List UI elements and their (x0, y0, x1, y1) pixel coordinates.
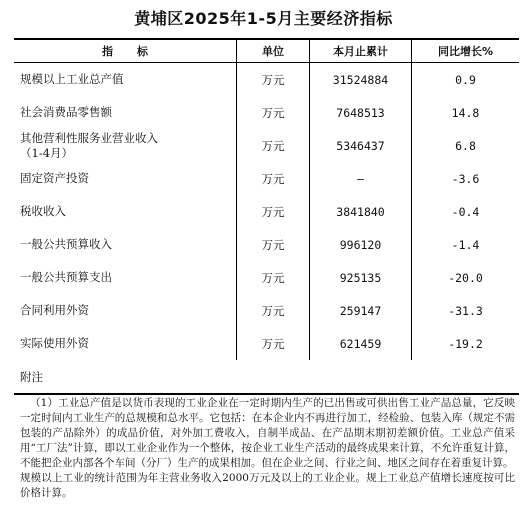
table-row (14, 63, 519, 97)
indicator-table (14, 38, 519, 395)
cell-growth: 0.9 (412, 63, 520, 97)
cell-value: 621459 (310, 327, 412, 360)
cell-growth: 14.8 (412, 96, 520, 129)
indicator-sublabel: （1-4月） (20, 145, 74, 160)
table-row (14, 261, 519, 294)
cell-value: 7648513 (310, 96, 412, 129)
cell-growth: 6.8 (412, 129, 520, 162)
table-header-row (14, 39, 519, 63)
indicator-label: 社会消费品零售额 (20, 105, 112, 119)
footnote-2: 规模以上工业的统计范围为年主营业务收入2000万元及以上的工业企业。规上工业总产值增长速度按可比价格计算。 (20, 472, 515, 499)
cell-unit: 万元 (237, 261, 310, 294)
header-indicator: 指标 (14, 39, 237, 63)
cell-value: — (310, 162, 412, 195)
cell-unit: 万元 (237, 129, 310, 162)
cell-growth: -19.2 (412, 327, 520, 360)
table-row (14, 162, 519, 195)
header-value: 本月止累计 (310, 39, 412, 63)
cell-value: 3841840 (310, 195, 412, 228)
indicator-label: 合同利用外资 (20, 303, 89, 317)
cell-indicator (14, 294, 237, 327)
table-row (14, 195, 519, 228)
cell-indicator (14, 228, 237, 261)
indicator-label: 一般公共预算支出 (20, 270, 112, 284)
cell-unit: 万元 (237, 294, 310, 327)
cell-unit: 万元 (237, 195, 310, 228)
indicator-label: 规模以上工业总产值 (20, 72, 124, 86)
table-row (14, 294, 519, 327)
indicator-label: 税收收入 (20, 204, 66, 218)
cell-value: 5346437 (310, 129, 412, 162)
cell-value: 31524884 (310, 63, 412, 97)
cell-indicator (14, 96, 237, 129)
footnotes (20, 396, 515, 501)
cell-unit: 万元 (237, 63, 310, 97)
cell-indicator (14, 63, 237, 97)
indicator-label: 实际使用外资 (20, 336, 89, 350)
table-row (14, 327, 519, 360)
cell-indicator (14, 129, 237, 162)
indicator-label: 一般公共预算收入 (20, 237, 112, 251)
cell-indicator (14, 162, 237, 195)
cell-value: 259147 (310, 294, 412, 327)
cell-value: 925135 (310, 261, 412, 294)
header-unit: 单位 (237, 39, 310, 63)
page-title: 黄埔区2025年1-5月主要经济指标 (134, 9, 393, 28)
cell-indicator (14, 195, 237, 228)
cell-growth: -1.4 (412, 228, 520, 261)
table-row (14, 96, 519, 129)
table-row (14, 129, 519, 162)
indicator-label: 其他营利性服务业营业收入 (20, 130, 158, 145)
appendix-row (14, 360, 519, 394)
footnote-1: （1）工业总产值是以货币表现的工业企业在一定时期内生产的已出售或可供出售工业产品总量，它反映一定时间内工业生产的总规模和总水平。它包括：在本企业内不再进行加工，经检验、包装入库（规定不需包装的产品除外）的成品价值，对外加工费收入，自制半成品、在产品期末期初差额价值。工业总产值采用“工厂法”计算，即以工业企业作为一个整体，按企业工业生产活动的最终成果来计算，不允许重复计算，不能把企业内部各个车间（分厂）生产的成果相加。但在企业之间、行业之间、地区之间存在着重复计算。 (20, 397, 515, 469)
cell-indicator (14, 261, 237, 294)
appendix-label: 附注 (20, 369, 43, 384)
cell-unit: 万元 (237, 327, 310, 360)
table-row (14, 228, 519, 261)
header-growth: 同比增长% (412, 39, 520, 63)
cell-growth: -0.4 (412, 195, 520, 228)
cell-unit: 万元 (237, 228, 310, 261)
cell-value: 996120 (310, 228, 412, 261)
cell-unit: 万元 (237, 96, 310, 129)
indicator-label: 固定资产投资 (20, 171, 89, 185)
cell-indicator (14, 327, 237, 360)
cell-growth: -20.0 (412, 261, 520, 294)
cell-growth: -31.3 (412, 294, 520, 327)
cell-growth: -3.6 (412, 162, 520, 195)
cell-unit: 万元 (237, 162, 310, 195)
table-body (14, 63, 519, 395)
